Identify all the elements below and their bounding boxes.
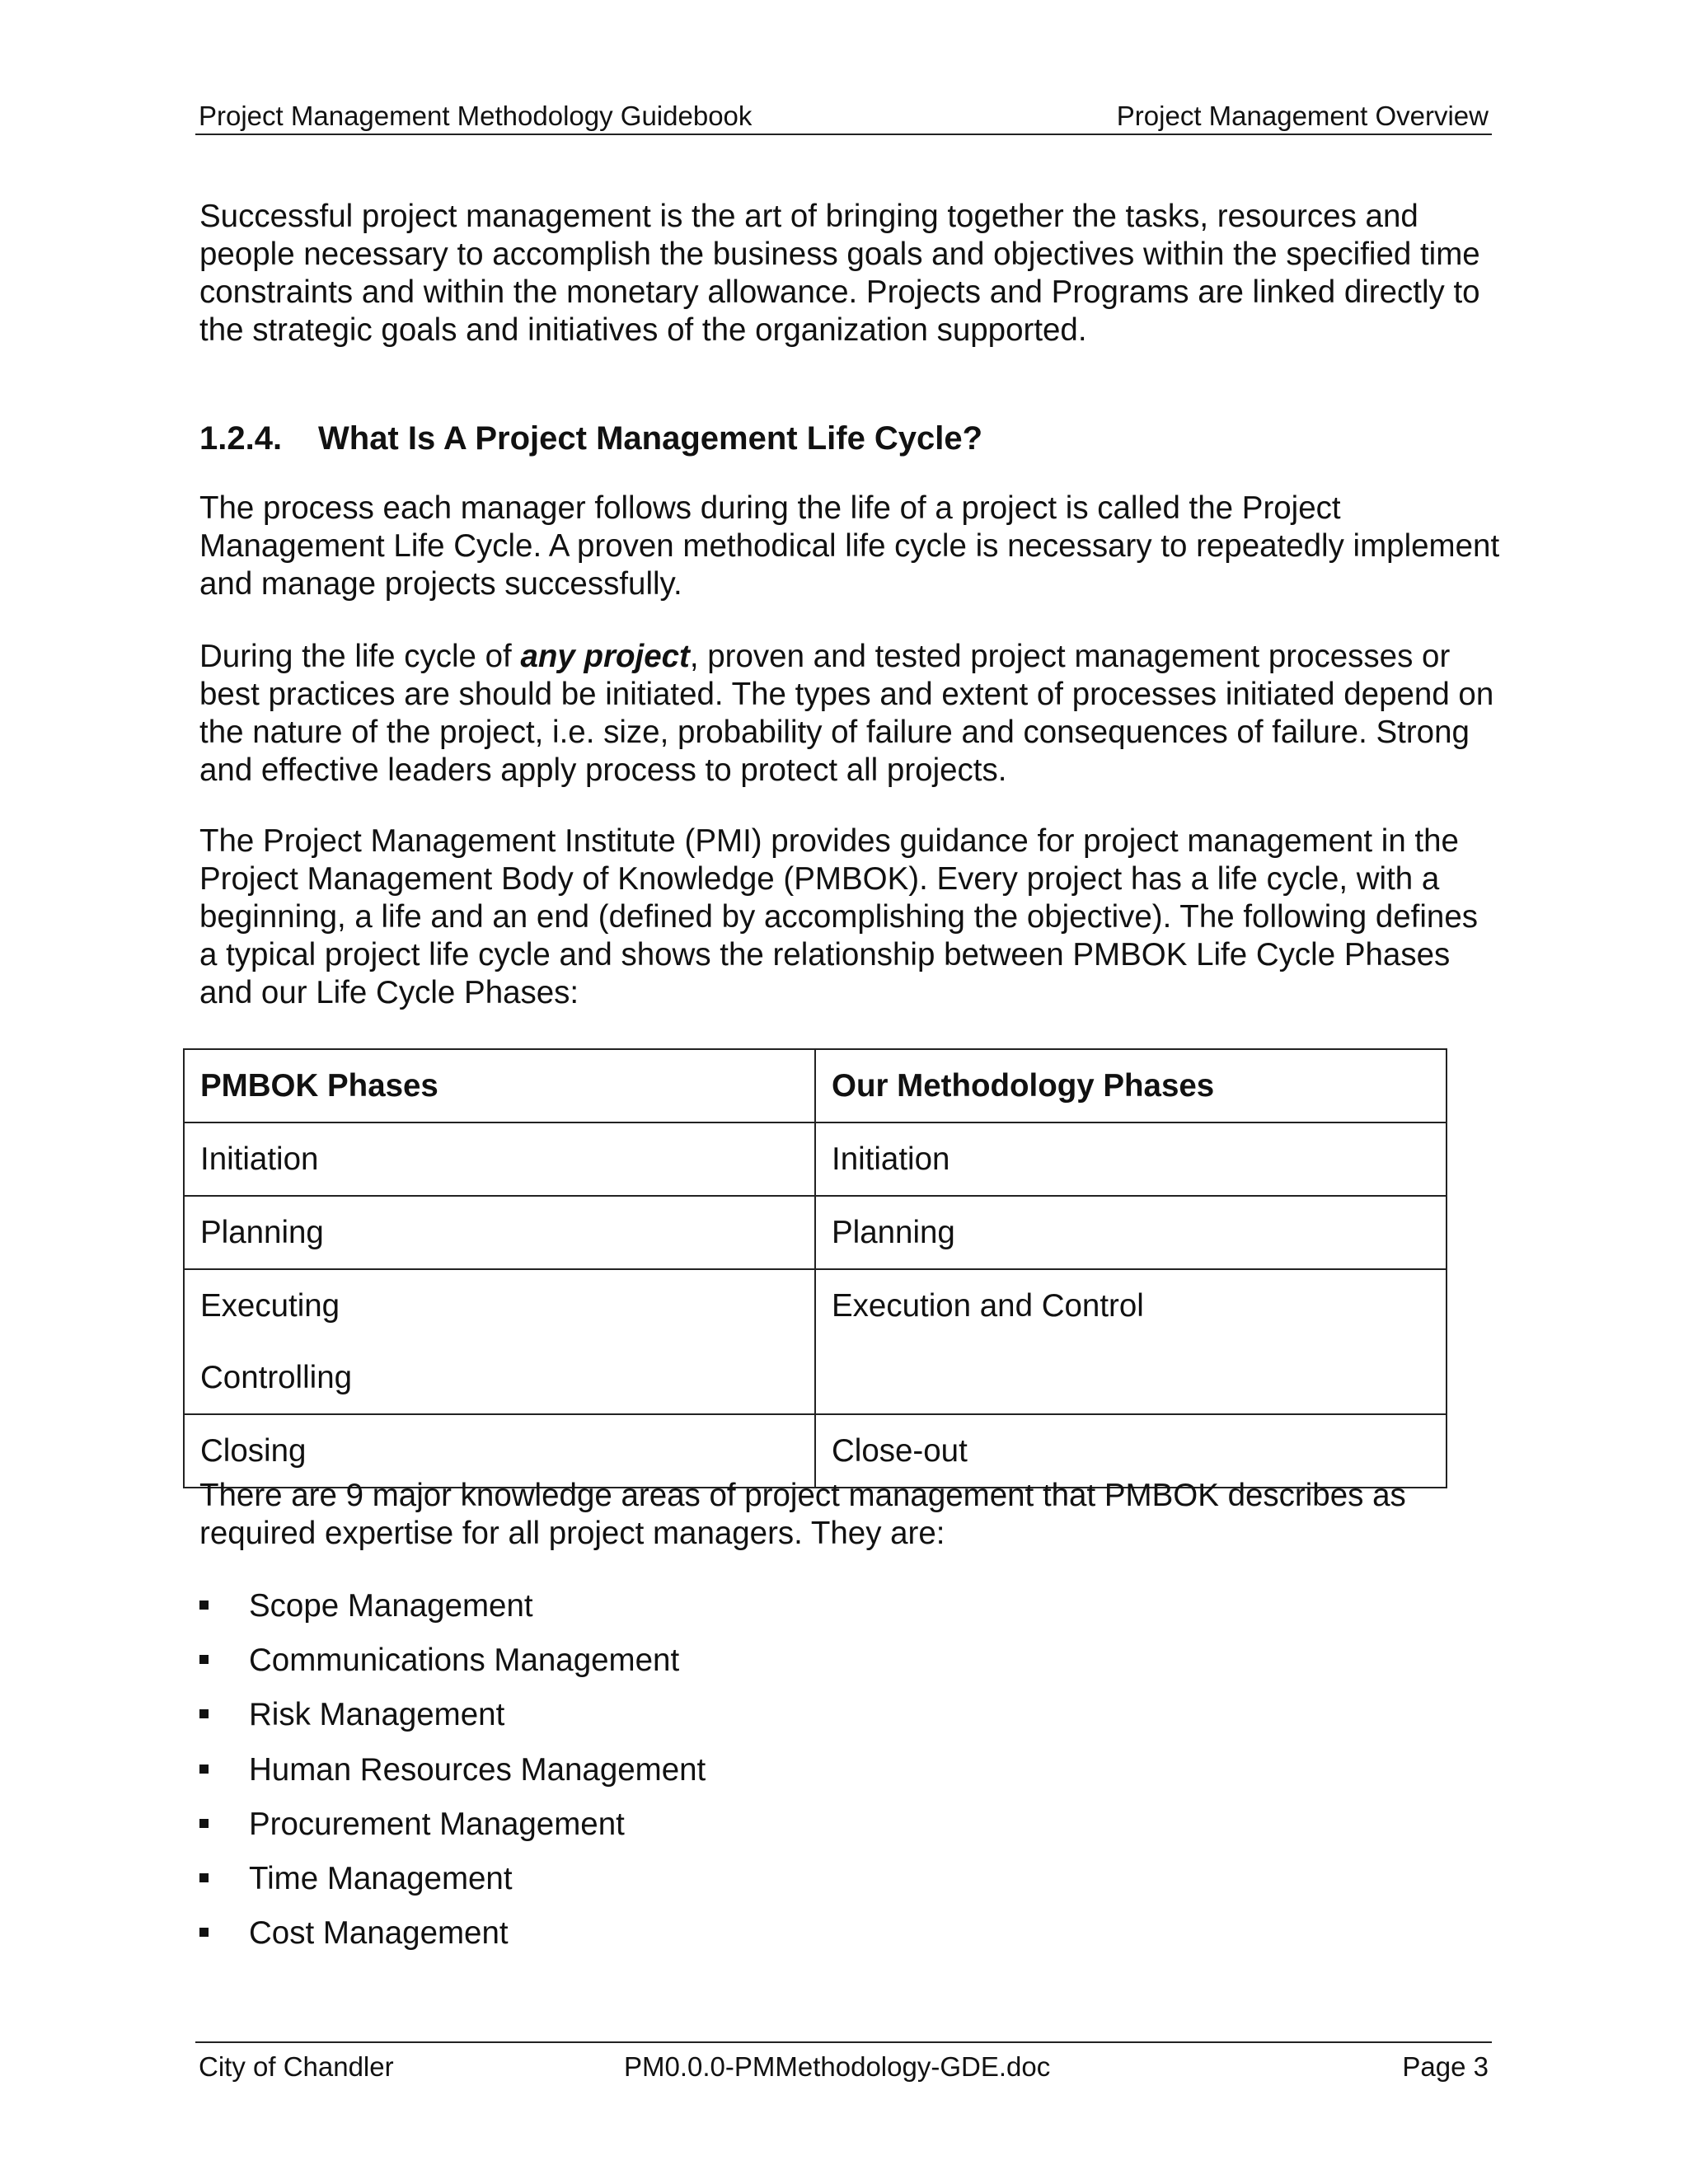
list-item <box>199 1806 706 1860</box>
cell-pmbok <box>184 1269 815 1414</box>
list-item-label: Communications Management <box>249 1643 680 1679</box>
cell-pmbok-line: Executing <box>200 1288 340 1324</box>
list-item-label: Time Management <box>249 1860 513 1896</box>
list-item-label: Risk Management <box>249 1697 505 1733</box>
paragraph-any-project-before: During the life cycle of <box>199 639 521 674</box>
page-header <box>195 97 1492 135</box>
paragraph-any-project-after: , proven and tested project management processes or best practices are should be initiated. The types and extent of processes initiated depend on the nature of the project, i.e. size, probability of failure and consequences of failure. Strong and effective leaders apply process to protect all projects. <box>199 639 1494 788</box>
list-item <box>199 1751 706 1806</box>
section-heading <box>199 419 982 458</box>
paragraph-any-project <box>199 638 1502 790</box>
square-bullet-icon <box>199 1873 209 1882</box>
list-item <box>199 1696 706 1750</box>
table-row <box>184 1269 1447 1414</box>
list-item <box>199 1587 706 1642</box>
page-footer <box>195 2041 1492 2082</box>
knowledge-areas-list <box>199 1587 706 1969</box>
cell-ours: Close-out <box>815 1414 1447 1488</box>
footer-organization: City of Chandler <box>199 2051 394 2082</box>
cell-pmbok-line: Controlling <box>200 1360 353 1395</box>
square-bullet-icon <box>199 1928 209 1937</box>
table-row <box>184 1122 1447 1196</box>
paragraph-pmi: The Project Management Institute (PMI) provides guidance for project management in the Project Management Body of Knowledge (PMBOK). Every project has a life cycle, with a beginning, a life and an end (defined by accomplishing the objective). The following defines a typical project life cycle and shows the relationship between PMBOK Life Cycle Phases and our Life Cycle Phases: <box>199 823 1478 1010</box>
square-bullet-icon <box>199 1655 209 1664</box>
section-title: What Is A Project Management Life Cycle? <box>318 420 983 457</box>
square-bullet-icon <box>199 1819 209 1828</box>
list-item-label: Cost Management <box>249 1915 509 1952</box>
column-header-pmbok: PMBOK Phases <box>184 1049 815 1122</box>
cell-ours-line: Execution and Control <box>832 1288 1144 1324</box>
list-item <box>199 1860 706 1915</box>
header-section-title: Project Management Overview <box>1116 101 1489 131</box>
intro-paragraph: Successful project management is the art of bringing together the tasks, resources and people necessary to accomplish the business goals and objectives within the specified time constraints and within the monetary allowance. Projects and Programs are linked directly to the strategic goals and initiatives of the organization supported. <box>199 199 1480 348</box>
section-number: 1.2.4. <box>199 420 283 457</box>
cell-ours <box>815 1269 1447 1414</box>
square-bullet-icon <box>199 1765 209 1774</box>
emphasis-any-project: any project <box>520 639 690 674</box>
cell-ours: Planning <box>815 1196 1447 1269</box>
paragraph-life-cycle: The process each manager follows during the life of a project is called the Project Management Life Cycle. A proven methodical life cycle is necessary to repeatedly implement and manage projects successfully. <box>199 490 1500 602</box>
list-item <box>199 1642 706 1696</box>
list-item <box>199 1915 706 1969</box>
footer-page-number: Page 3 <box>1402 2051 1489 2082</box>
table-row <box>184 1196 1447 1269</box>
header-document-title: Project Management Methodology Guidebook <box>199 101 753 131</box>
cell-pmbok: Closing <box>184 1414 815 1488</box>
list-item-label: Scope Management <box>249 1588 533 1624</box>
cell-ours: Initiation <box>815 1122 1447 1196</box>
square-bullet-icon <box>199 1709 209 1718</box>
paragraph-knowledge-areas: There are 9 major knowledge areas of project management that PMBOK describes as required expertise for all project managers. They are: <box>199 1478 1406 1551</box>
table-header-row <box>184 1049 1447 1122</box>
footer-filename: PM0.0.0-PMMethodology-GDE.doc <box>624 2051 1051 2082</box>
square-bullet-icon <box>199 1601 209 1610</box>
list-item-label: Procurement Management <box>249 1806 625 1842</box>
phases-table <box>183 1048 1447 1488</box>
list-item-label: Human Resources Management <box>249 1751 706 1788</box>
column-header-ours: Our Methodology Phases <box>815 1049 1447 1122</box>
cell-pmbok: Initiation <box>184 1122 815 1196</box>
cell-pmbok: Planning <box>184 1196 815 1269</box>
